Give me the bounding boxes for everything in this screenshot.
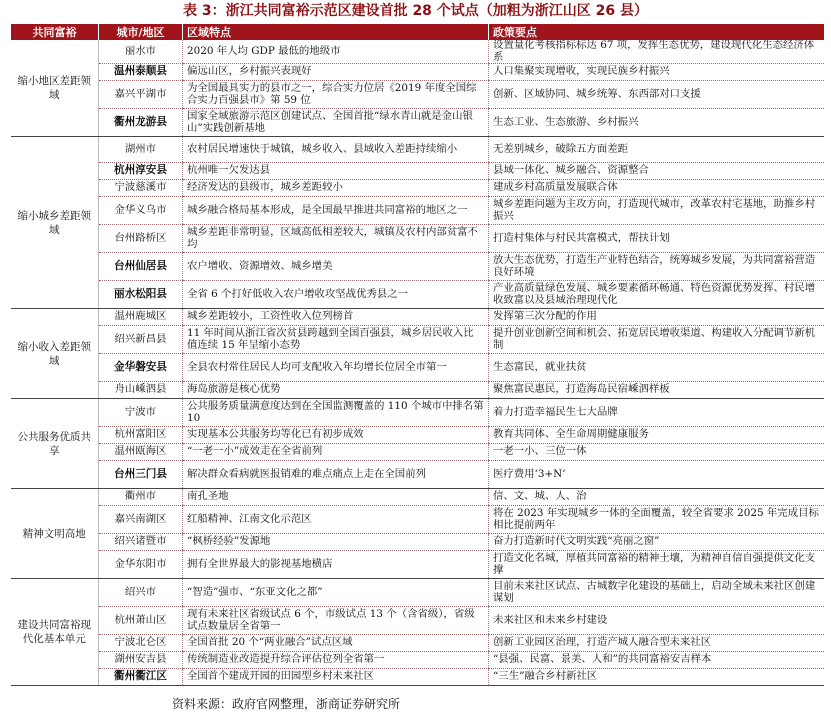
policy-cell: 人口集聚实现增收，实现民族乡村振兴 — [489, 64, 824, 81]
domain-cell: 建设共同富裕现代化基本单元 — [11, 579, 99, 686]
domain-cell: 精神文明高地 — [11, 489, 99, 579]
feature-cell: “智造”强市、“东亚文化之都” — [183, 579, 489, 607]
domain-cell: 缩小收入差距领域 — [11, 309, 99, 399]
feature-cell: 国家全域旅游示范区创建试点、全国首批“绿水青山就是金山银山”实践创新基地 — [183, 109, 489, 137]
policy-cell: 未来社区和未来乡村建设 — [489, 607, 824, 635]
domain-cell: 缩小地区差距领域 — [11, 40, 99, 137]
table-row — [11, 40, 824, 64]
table-body — [11, 40, 824, 686]
city-cell: 温州鹿城区 — [99, 309, 183, 326]
city-cell: 温州瓯海区 — [99, 444, 183, 461]
header-domain: 共同富裕 — [11, 24, 99, 40]
header-policy: 政策要点 — [489, 24, 824, 40]
city-cell: 金华义乌市 — [99, 197, 183, 225]
table-row — [11, 461, 824, 489]
feature-cell: 城乡融合格局基本形成，是全国最早推进共同富裕的地区之一 — [183, 197, 489, 225]
table-title: 表 3：浙江共同富裕示范区建设首批 28 个试点（加粗为浙江山区 26 县） — [182, 3, 649, 19]
table-row — [11, 444, 824, 461]
policy-cell: “三生”融合乡村新社区 — [489, 669, 824, 686]
city-cell: 宁波市 — [99, 399, 183, 427]
policy-cell: 县域一体化、城乡融合、资源整合 — [489, 163, 824, 180]
city-cell: 嘉兴南湖区 — [99, 506, 183, 534]
policy-cell: 打造文化名城，厚植共同富裕的精神土壤，为精神自信自强提供文化支撑 — [489, 551, 824, 579]
city-cell: 台州三门县 — [99, 461, 183, 489]
table-row — [11, 225, 824, 253]
policy-cell: 医疗费用‘3+N’ — [489, 461, 824, 489]
city-cell: 绍兴新昌县 — [99, 326, 183, 354]
feature-cell: 实现基本公共服务均等化已有初步成效 — [183, 427, 489, 444]
policy-cell: 城乡差距问题为主攻方向，打造现代城市，改革农村宅基地，助推乡村振兴 — [489, 197, 824, 225]
feature-cell: 为全国最具实力的县市之一，综合实力位居《2019 年度全国综合实力百强县市》第 59 位 — [183, 81, 489, 109]
policy-cell: 打造村集体与村民共富模式，帮扶计划 — [489, 225, 824, 253]
policy-cell: 着力打造幸福民生七大品牌 — [489, 399, 824, 427]
feature-cell: 南孔圣地 — [183, 489, 489, 506]
table-row — [11, 309, 824, 326]
policy-cell: 设置量化考核指标标达 67 项，发挥生态优势，建设现代化生态经济体系 — [489, 40, 824, 64]
city-cell: 衢州市 — [99, 489, 183, 506]
feature-cell: 偏远山区，乡村振兴表现好 — [183, 64, 489, 81]
feature-cell: 传统制造业改造提升综合评估位列全省第一 — [183, 652, 489, 669]
policy-cell: 创新、区域协同、城乡统筹、东西部对口支援 — [489, 81, 824, 109]
source-note: 资料来源：政府官网整理，浙商证券研究所 — [172, 697, 401, 711]
domain-cell: 缩小城乡差距领域 — [11, 137, 99, 309]
table-row — [11, 427, 824, 444]
feature-cell: 农户增收、资源增效、城乡增美 — [183, 253, 489, 281]
policy-cell: 提升创业创新空间和机会、拓宽居民增收渠道、构建收入分配调节新机制 — [489, 326, 824, 354]
city-cell: 嘉兴平湖市 — [99, 81, 183, 109]
feature-cell: 城乡差距非常明显，区域高低相差较大，城镇及农村内部贫富不均 — [183, 225, 489, 253]
table-header-row — [11, 24, 824, 40]
feature-cell: 11 年时间从浙江省次贫县跨越到全国百强县，城乡居民收入比值连续 15 年呈缩小态势 — [183, 326, 489, 354]
policy-cell: 信、文、城、人、治 — [489, 489, 824, 506]
feature-cell: 全省 6 个打好低收入农户增收攻坚战优秀县之一 — [183, 281, 489, 309]
feature-cell: 拥有全世界最大的影视基地横店 — [183, 551, 489, 579]
city-cell: 丽水市 — [99, 40, 183, 64]
table-row — [11, 354, 824, 382]
feature-cell: 公共服务质量满意度达到在全国监测覆盖的 110 个城市中排名第 10 — [183, 399, 489, 427]
table-row — [11, 64, 824, 81]
table-row — [11, 534, 824, 551]
policy-cell: 建成乡村高质量发展联合体 — [489, 180, 824, 197]
feature-cell: “枫桥经验”发源地 — [183, 534, 489, 551]
policy-cell: 聚焦富民惠民，打造海岛民宿嵊泗样板 — [489, 382, 824, 399]
table-row — [11, 326, 824, 354]
city-cell: 台州仙居县 — [99, 253, 183, 281]
table-row — [11, 163, 824, 180]
city-cell: 台州路桥区 — [99, 225, 183, 253]
city-cell: 温州泰顺县 — [99, 64, 183, 81]
table-row — [11, 81, 824, 109]
city-cell: 杭州富阳区 — [99, 427, 183, 444]
table-row — [11, 281, 824, 309]
feature-cell: 城乡差距较小，工资性收入位列榜首 — [183, 309, 489, 326]
header-city: 城市/地区 — [99, 24, 183, 40]
city-cell: 宁波北仑区 — [99, 635, 183, 652]
city-cell: 杭州萧山区 — [99, 607, 183, 635]
table-row — [11, 137, 824, 163]
table-row — [11, 253, 824, 281]
table-row — [11, 382, 824, 399]
feature-cell: 红船精神、江南文化示范区 — [183, 506, 489, 534]
city-cell: 丽水松阳县 — [99, 281, 183, 309]
table-row — [11, 197, 824, 225]
city-cell: 杭州淳安县 — [99, 163, 183, 180]
city-cell: 湖州市 — [99, 137, 183, 163]
table-row — [11, 669, 824, 686]
feature-cell: 经济发达的县级市，城乡差距较小 — [183, 180, 489, 197]
city-cell: 绍兴诸暨市 — [99, 534, 183, 551]
city-cell: 金华东阳市 — [99, 551, 183, 579]
table-row — [11, 551, 824, 579]
policy-cell: 教育共同体、全生命周期健康服务 — [489, 427, 824, 444]
city-cell: 金华磐安县 — [99, 354, 183, 382]
policy-cell: 无差别城乡，破除五方面差距 — [489, 137, 824, 163]
policy-cell: 一老一小、三位一体 — [489, 444, 824, 461]
policy-cell: 放大生态优势，打造生产业特色结合，统筹城乡发展，为共同富裕营造良好环境 — [489, 253, 824, 281]
domain-cell: 公共服务优质共享 — [11, 399, 99, 489]
city-cell: 湖州安吉县 — [99, 652, 183, 669]
policy-cell: 目前未来社区试点、古城数字化建设的基础上，启动全域未来社区创建谋划 — [489, 579, 824, 607]
table-row — [11, 652, 824, 669]
city-cell: 宁波慈溪市 — [99, 180, 183, 197]
city-cell: 衢州龙游县 — [99, 109, 183, 137]
feature-cell: 农村居民增速快于城镇，城乡收入、县域收入差距持续缩小 — [183, 137, 489, 163]
table-row — [11, 399, 824, 427]
policy-cell: 生态富民，就业扶贫 — [489, 354, 824, 382]
policy-cell: “县强、民富、景美、人和”的共同富裕安吉样本 — [489, 652, 824, 669]
city-cell: 舟山嵊泗县 — [99, 382, 183, 399]
table-row — [11, 607, 824, 635]
policy-cell: 创新工业园区治理，打造产城人融合型未来社区 — [489, 635, 824, 652]
feature-cell: “一老一小”成效走在全省前列 — [183, 444, 489, 461]
table-row — [11, 506, 824, 534]
table-row — [11, 635, 824, 652]
policy-cell: 发挥第三次分配的作用 — [489, 309, 824, 326]
feature-cell: 全国首批 20 个“两业融合”试点区域 — [183, 635, 489, 652]
feature-cell: 现有未来社区省级试点 6 个，市级试点 13 个（含省级），省级试点数量居全省第一 — [183, 607, 489, 635]
feature-cell: 海岛旅游是核心优势 — [183, 382, 489, 399]
table-row — [11, 180, 824, 197]
feature-cell: 2020 年人均 GDP 最低的地级市 — [183, 40, 489, 64]
feature-cell: 全县农村常住居民人均可支配收入年均增长位居全市第一 — [183, 354, 489, 382]
table-row — [11, 109, 824, 137]
feature-cell: 全国首个建成开园的田园型乡村未来社区 — [183, 669, 489, 686]
pilot-table — [10, 24, 824, 686]
feature-cell: 解决群众看病就医报销难的难点痛点上走在全国前列 — [183, 461, 489, 489]
header-feature: 区域特点 — [183, 24, 489, 40]
policy-cell: 奋力打造新时代文明实践“亮丽之窗” — [489, 534, 824, 551]
table-row — [11, 579, 824, 607]
feature-cell: 杭州唯一欠发达县 — [183, 163, 489, 180]
policy-cell: 产业高质量绿色发展、城乡要素循环畅通、特色资源优势发挥、村民增收致富以及县域治理现代化 — [489, 281, 824, 309]
city-cell: 衢州衢江区 — [99, 669, 183, 686]
city-cell: 绍兴市 — [99, 579, 183, 607]
policy-cell: 生态工业、生态旅游、乡村振兴 — [489, 109, 824, 137]
policy-cell: 将在 2023 年实现城乡一体的全面覆盖，较全省要求 2025 年完成目标相比提前两年 — [489, 506, 824, 534]
table-row — [11, 489, 824, 506]
